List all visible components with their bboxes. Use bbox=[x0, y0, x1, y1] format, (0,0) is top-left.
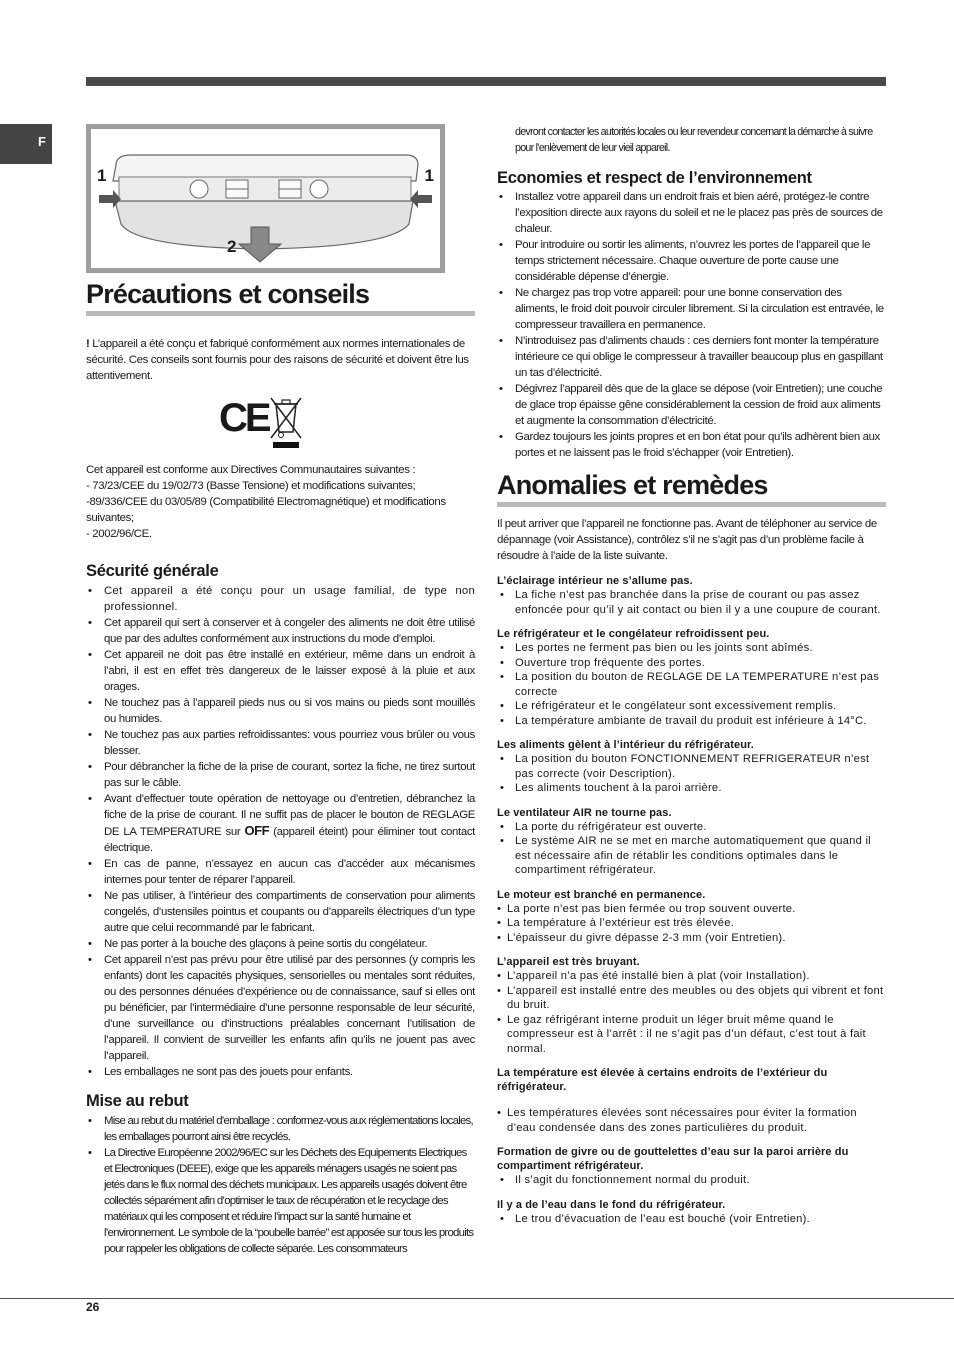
anomaly-list bbox=[497, 820, 886, 878]
list-item: • Gardez toujours les joints propres et en bon état pour qu’ils adhèrent bien aux portes et ne laissent pas le froid s’échapper (voir Entretien). bbox=[497, 429, 886, 461]
list-item: • Ne touchez pas à l’appareil pieds nus ou si vos mains ou pieds sont mouillés ou humides. bbox=[86, 695, 475, 727]
ce-and-weee-marks bbox=[86, 394, 475, 454]
cleaning-tail: (appareil éteint) pour éliminer tout contact électrique. bbox=[104, 826, 475, 854]
anomaly-heading: L’appareil est très bruyant. bbox=[497, 956, 640, 968]
anomaly-heading: Le ventilateur AIR ne tourne pas. bbox=[497, 806, 672, 819]
list-item: • Les aliments touchent à la paroi arrière. bbox=[497, 781, 886, 796]
list-item: • Le trou d’évacuation de l’eau est bouché (voir Entretien). bbox=[497, 1212, 886, 1227]
lamp-removal-figure bbox=[86, 124, 445, 273]
securite-title: Sécurité générale bbox=[86, 562, 219, 580]
anomaly-list bbox=[497, 1212, 886, 1227]
ce-mark: CE bbox=[219, 396, 269, 440]
anomaly-heading: L’éclairage intérieur ne s’allume pas. bbox=[497, 575, 693, 587]
economies-title: Economies et respect de l’environnement bbox=[497, 169, 812, 187]
list-item bbox=[86, 791, 475, 856]
list-item: • La position du bouton FONCTIONNEMENT REFRIGERATEUR n’est pas correcte (voir Description). bbox=[497, 752, 886, 781]
list-item: • Les portes ne ferment pas bien ou les joints sont abîmés. bbox=[497, 641, 886, 656]
anomaly-heading: Le réfrigérateur et le congélateur refroidissent peu. bbox=[497, 628, 770, 640]
list-item: • N’introduisez pas d’aliments chauds : ces derniers font monter la température intérieure ce qui oblige le compresseur à travailler beaucoup plus en gaspillant un tas d’électricité. bbox=[497, 333, 886, 381]
list-item: • La position du bouton de REGLAGE DE LA TEMPERATURE n’est pas correcte bbox=[497, 670, 886, 699]
intro-paragraph bbox=[86, 336, 475, 384]
list-item: • La Directive Européenne 2002/96/EC sur les Déchets des Equipements Electriques et Electroniques (DEEE), exige que les appareils ménagers usagés ne soient pas jetés dans le flux normal des déchets municipaux. Les appareils usagés doivent être collectés séparément afin d’optimiser le taux de récupération et le recyclage des matériaux qui les composent et réduire l’impact sur la santé humaine et l’environnement. Le symbole de la “poubelle barrée” est apposée sur tous les produits pour rappeler les obligations de collecte séparée. Les consommateurs bbox=[86, 1145, 475, 1257]
warning-mark: ! bbox=[86, 338, 90, 350]
list-item: • Les emballages ne sont pas des jouets pour enfants. bbox=[86, 1064, 475, 1080]
anomalies-sections bbox=[497, 574, 886, 1226]
cleaning-text: Avant d’effectuer toute opération de nettoyage ou d’entretien, débranchez la fiche de la prise de courant. Il ne suffit pas de placer le bouton de REGLAGE DE LA TEMPERATURE sur bbox=[104, 793, 475, 838]
anomaly-heading: Il y a de l’eau dans le fond du réfrigérateur. bbox=[497, 1198, 726, 1211]
language-tab: F bbox=[0, 124, 52, 164]
right-column bbox=[497, 124, 886, 1226]
directive-line: Cet appareil est conforme aux Directives Communautaires suivantes : bbox=[86, 464, 416, 476]
list-item: • Le système AIR ne se met en marche automatiquement que quand il est nécessaire afin de rétablir les conditions optimales dans le compartiment réfrigérateur. bbox=[497, 834, 886, 878]
list-item: • Pour débrancher la fiche de la prise de courant, sortez la fiche, ne tirez surtout pas sur le câble. bbox=[86, 759, 475, 791]
list-item: • La température ambiante de travail du produit est inférieure à 14°C. bbox=[497, 714, 886, 729]
list-item: • Ne chargez pas trop votre appareil: pour une bonne conservation des aliments, le froid doit pouvoir circuler librement. Si la circulation est entravée, le compresseur travaillera en permanence. bbox=[497, 285, 886, 333]
rebut-title: Mise au rebut bbox=[86, 1092, 189, 1110]
figure-label-right: 1 bbox=[424, 166, 434, 185]
off-label: OFF bbox=[244, 823, 270, 838]
rebut-list bbox=[86, 1113, 475, 1257]
list-item: • Dégivrez l’appareil dès que de la glace se dépose (voir Entretien); une couche de glace trop épaisse gêne considérablement la cession de froid aux aliments et augmente la consommation d’électricité. bbox=[497, 381, 886, 429]
anomalies-title: Anomalies et remèdes bbox=[497, 470, 886, 507]
list-item: • Ouverture trop fréquente des portes. bbox=[497, 656, 886, 671]
list-item: • L’appareil est installé entre des meubles ou des objets qui vibrent et font du bruit. bbox=[497, 984, 886, 1013]
anomaly-list bbox=[497, 588, 886, 617]
list-item: • L’épaisseur du givre dépasse 2-3 mm (voir Entretien). bbox=[497, 931, 886, 946]
precautions-title: Précautions et conseils bbox=[86, 279, 475, 316]
list-item: • Ne pas utiliser, à l’intérieur des compartiments de conservation pour aliments congelés, d’ustensiles pointus et coupants ou d’appareils électriques d’un type autre que celui recommandé par le fabricant. bbox=[86, 888, 475, 936]
footer-rule bbox=[0, 1298, 954, 1299]
list-item: • La porte n’est pas bien fermée ou trop souvent ouverte. bbox=[497, 902, 886, 917]
directive-line: -89/336/CEE du 03/05/89 (Compatibilité Electromagnétique) et modifications suivantes; bbox=[86, 496, 446, 524]
anomaly-list bbox=[497, 1106, 886, 1135]
anomaly-heading: Formation de givre ou de gouttelettes d’eau sur la paroi arrière du compartiment réfrigérateur. bbox=[497, 1146, 849, 1172]
top-rule bbox=[86, 77, 886, 86]
list-item: • La porte du réfrigérateur est ouverte. bbox=[497, 820, 886, 835]
anomaly-heading: Les aliments gèlent à l’intérieur du réfrigérateur. bbox=[497, 739, 754, 751]
list-item: • Ne pas porter à la bouche des glaçons à peine sortis du congélateur. bbox=[86, 936, 475, 952]
left-column bbox=[86, 124, 475, 1257]
crossed-bin-icon bbox=[269, 394, 303, 448]
directive-line: - 2002/96/CE. bbox=[86, 528, 152, 540]
list-item: • Cet appareil n’est pas prévu pour être utilisé par des personnes (y compris les enfants) dont les capacités physiques, sensorielles ou mentales sont réduites, ou des personnes dénuées d’expérience ou de connaissance, sauf si elles ont pu bénéficier, par l’intermédiaire d’une personne responsable de leur sécurité, d’une surveillance ou d’instructions préalables concernant l’utilisation de l’appareil. Il convient de surveiller les enfants afin qu’ils ne jouent pas avec l’appareil. bbox=[86, 952, 475, 1064]
list-item: • Cet appareil qui sert à conserver et à congeler des aliments ne doit être utilisé que par des adultes conformément aux instructions du mode d’emploi. bbox=[86, 615, 475, 647]
anomaly-list bbox=[497, 1173, 886, 1188]
economies-list bbox=[497, 189, 886, 461]
anomalies-intro: Il peut arriver que l’appareil ne fonctionne pas. Avant de téléphoner au service de dépannage (voir Assistance), contrôlez s’il ne s’agit pas d’un problème facile à résoudre à l’aide de la liste suivante. bbox=[497, 518, 877, 562]
figure-label-bottom: 2 bbox=[227, 237, 237, 256]
anomaly-list bbox=[497, 752, 886, 796]
list-item: • L’appareil n’a pas été installé bien à plat (voir Installation). bbox=[497, 969, 886, 984]
securite-list bbox=[86, 583, 475, 1080]
list-item: • Le gaz réfrigérant interne produit un léger bruit même quand le compresseur est à l’arrêt : il ne s’agit pas d’un défaut, c’est tout à fait normal. bbox=[497, 1013, 886, 1057]
anomaly-list bbox=[497, 641, 886, 728]
page-number: 26 bbox=[86, 1300, 100, 1314]
lamp-diagram bbox=[91, 129, 440, 268]
rebut-continuation: devront contacter les autorités locales ou leur revendeur concernant la démarche à suivre pour l’enlèvement de leur vieil appareil. bbox=[515, 126, 873, 154]
list-item: • Installez votre appareil dans un endroit frais et bien aéré, protégez-le contre l’exposition directe aux rayons du soleil et ne le placez pas près de sources de chaleur. bbox=[497, 189, 886, 237]
list-item: • Ne touchez pas aux parties refroidissantes: vous pourriez vous brûler ou vous blesser. bbox=[86, 727, 475, 759]
directives-block bbox=[86, 462, 475, 542]
anomaly-list bbox=[497, 969, 886, 1056]
list-item: • Cet appareil a été conçu pour un usage familial, de type non professionnel. bbox=[86, 583, 475, 615]
list-item: • Mise au rebut du matériel d’emballage : conformez-vous aux réglementations locales, les emballages pourront ainsi être recyclés. bbox=[86, 1113, 475, 1145]
list-item: • Il s’agit du fonctionnement normal du produit. bbox=[497, 1173, 886, 1188]
anomaly-heading: Le moteur est branché en permanence. bbox=[497, 888, 706, 901]
list-item: • La fiche n’est pas branchée dans la prise de courant ou pas assez enfoncée pour qu’il y ait contact ou bien il y a une coupure de courant. bbox=[497, 588, 886, 617]
anomaly-heading: La température est élevée à certains endroits de l’extérieur du réfrigérateur. bbox=[497, 1067, 828, 1093]
figure-label-left: 1 bbox=[97, 166, 107, 185]
intro-text: L’appareil a été conçu et fabriqué conformément aux normes internationales de sécurité. Ces conseils sont fournis pour des raisons de sécurité et doivent être lus attentivement. bbox=[86, 338, 469, 382]
list-item: • Cet appareil ne doit pas être installé en extérieur, même dans un endroit à l’abri, il est en effet très dangereux de le laisser exposé à la pluie et aux orages. bbox=[86, 647, 475, 695]
list-item: • Le réfrigérateur et le congélateur sont excessivement remplis. bbox=[497, 699, 886, 714]
list-item: • La température à l’extérieur est très élevée. bbox=[497, 916, 886, 931]
list-item: • Les températures élevées sont nécessaires pour éviter la formation d’eau condensée dans des zones particulières du produit. bbox=[497, 1106, 886, 1135]
list-item: • En cas de panne, n’essayez en aucun cas d’accéder aux mécanismes internes pour tenter de réparer l’appareil. bbox=[86, 856, 475, 888]
anomaly-list bbox=[497, 902, 886, 946]
list-item: • Pour introduire ou sortir les aliments, n’ouvrez les portes de l’appareil que le temps strictement nécessaire. Chaque ouverture de porte cause une considérable dépense d’énergie. bbox=[497, 237, 886, 285]
directive-line: - 73/23/CEE du 19/02/73 (Basse Tensione) et modifications suivantes; bbox=[86, 480, 416, 492]
